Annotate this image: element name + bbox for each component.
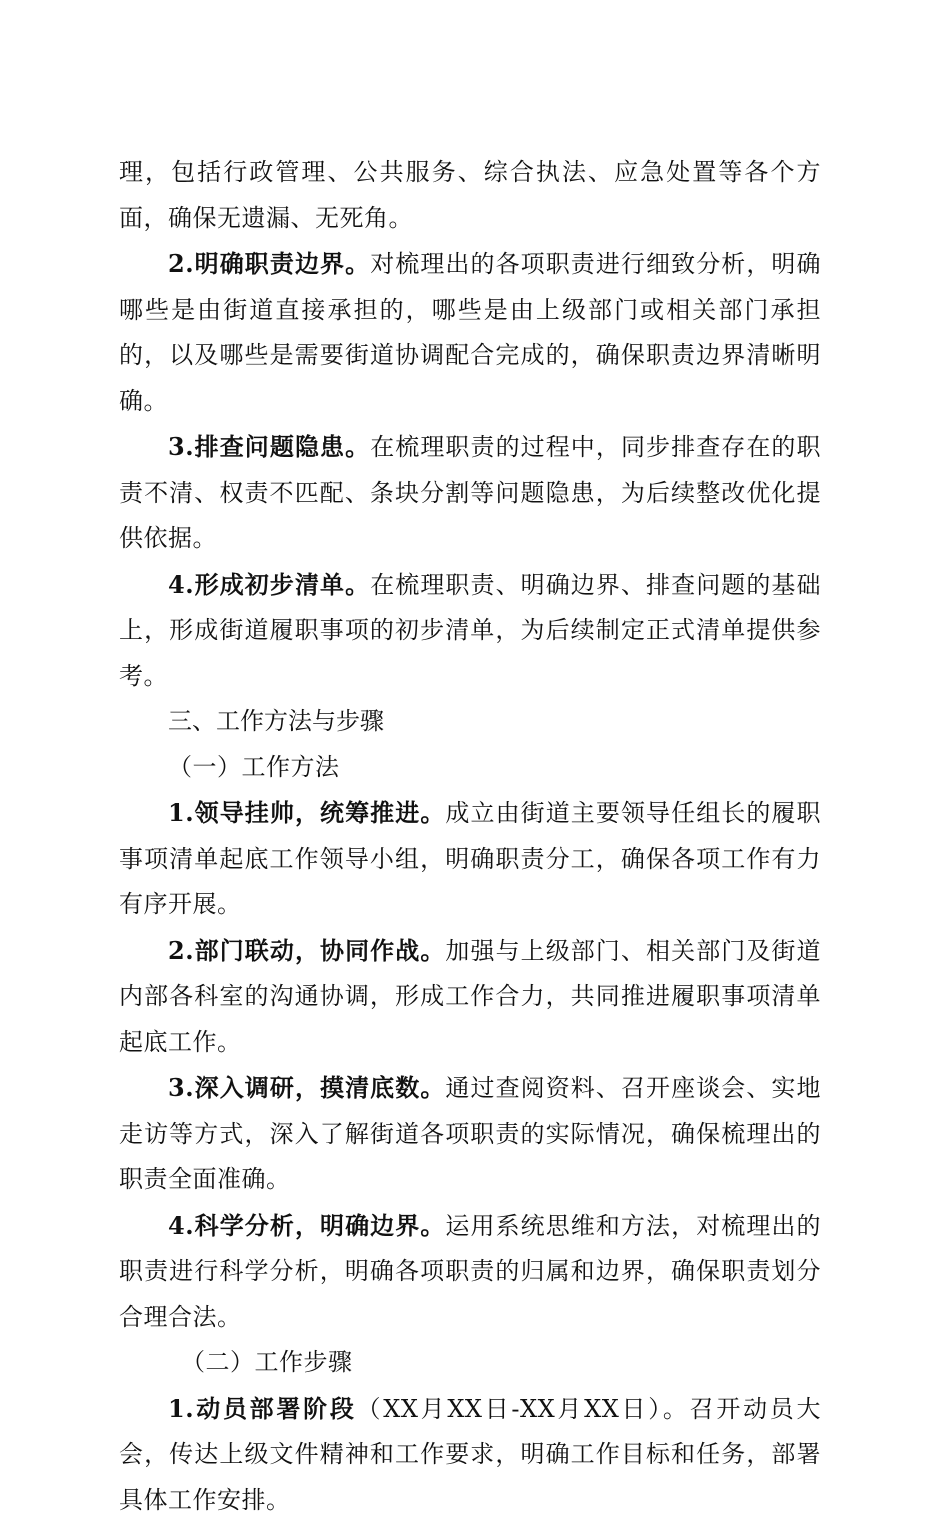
paragraph-lead: 1.领导挂帅，统筹推进。 <box>168 798 445 827</box>
paragraph-text: 对梳理出的各项职责进行细致分析，明确哪些是由街道直接承担的，哪些是由上级部门或相关部门承担的，以及哪些是需要街道协调配合完成的，确保职责边界清晰明确。 <box>119 250 821 415</box>
paragraph-text: 加强与上级部门、相关部门及街道内部各科室的沟通协调，形成工作合力，共同推进履职事项清单起底工作。 <box>119 937 821 1056</box>
paragraph-method-research <box>119 1065 821 1203</box>
paragraph-text: 在梳理职责、明确边界、排查问题的基础上，形成街道履职事项的初步清单，为后续制定正式清单提供参考。 <box>119 571 821 690</box>
paragraph-lead: 4.科学分析，明确边界。 <box>168 1211 445 1240</box>
paragraph-text: 在梳理职责的过程中，同步排查存在的职责不清、权责不匹配、条块分割等问题隐患，为后续整改优化提供依据。 <box>119 433 821 552</box>
paragraph-text: 运用系统思维和方法，对梳理出的职责进行科学分析，明确各项职责的归属和边界，确保职责划分合理合法。 <box>119 1212 821 1331</box>
paragraph-lead: 2.部门联动，协同作战。 <box>168 936 445 965</box>
paragraph-clarify-boundaries <box>119 241 821 424</box>
subsection-heading-steps: （二）工作步骤 <box>119 1340 821 1386</box>
paragraph-check-hazards <box>119 424 821 562</box>
paragraph-scope-continued <box>119 150 821 241</box>
paragraph-lead: 1.动员部署阶段 <box>168 1394 357 1423</box>
paragraph-lead: 3.深入调研，摸清底数。 <box>168 1073 445 1102</box>
paragraph-method-coordination <box>119 928 821 1066</box>
paragraph-lead: 3.排查问题隐患。 <box>168 432 370 461</box>
paragraph-method-analysis <box>119 1203 821 1341</box>
paragraph-lead: 2.明确职责边界。 <box>168 249 370 278</box>
paragraph-text: 成立由街道主要领导任组长的履职事项清单起底工作领导小组，明确职责分工，确保各项工作有力有序开展。 <box>119 799 821 918</box>
paragraph-step-mobilization <box>119 1386 821 1523</box>
paragraph-lead: 4.形成初步清单。 <box>168 570 370 599</box>
paragraph-preliminary-list <box>119 562 821 700</box>
section-heading-methods-steps: 三、工作方法与步骤 <box>119 699 821 745</box>
paragraph-text: 理，包括行政管理、公共服务、综合执法、应急处置等各个方面，确保无遗漏、无死角。 <box>119 158 821 232</box>
subsection-heading-methods: （一）工作方法 <box>119 745 821 791</box>
paragraph-text: （XX月XX日-XX月XX日）。召开动员大会，传达上级文件精神和工作要求，明确工作目标和任务，部署具体工作安排。 <box>119 1395 821 1514</box>
paragraph-text: 通过查阅资料、召开座谈会、实地走访等方式，深入了解街道各项职责的实际情况，确保梳理出的职责全面准确。 <box>119 1074 821 1193</box>
document-page <box>119 150 821 1523</box>
paragraph-method-leadership <box>119 790 821 928</box>
